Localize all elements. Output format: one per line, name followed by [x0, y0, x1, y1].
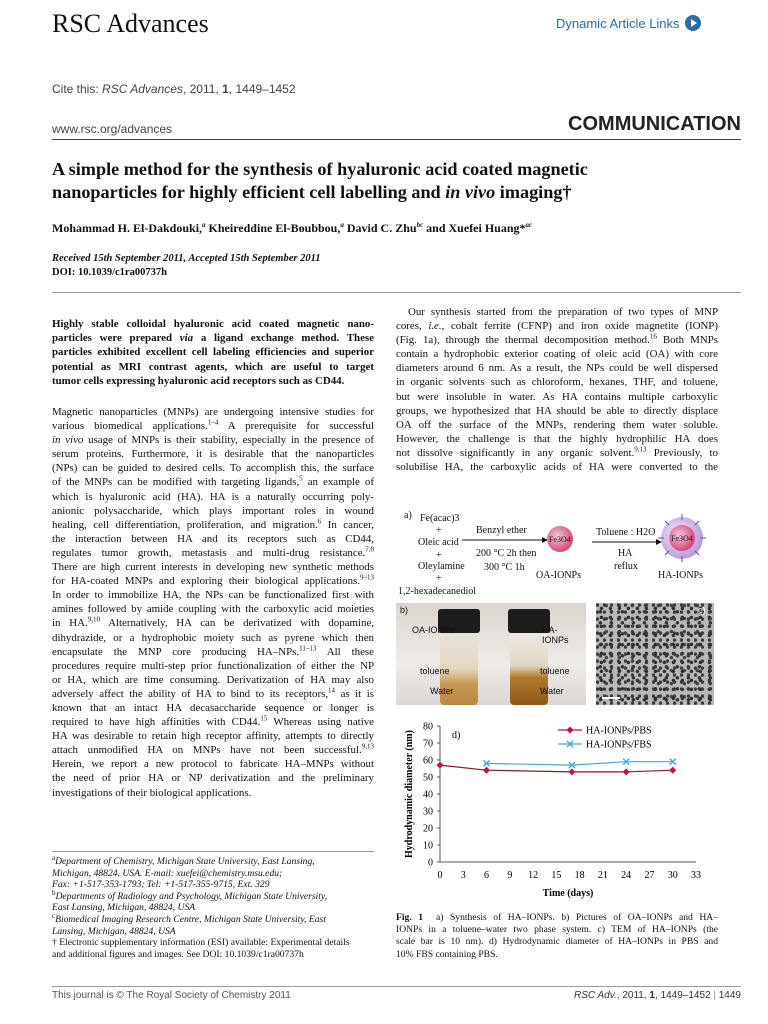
legend-label-0: HA-IONPs/PBS — [586, 725, 652, 737]
text-line: In order to immobilize HA, the NPs can be functionalized first with — [52, 589, 374, 602]
scheme-reagent-3: Oleylamine — [418, 561, 465, 572]
footnote-line: East Lansing, Michigan, 48824, USA — [52, 902, 196, 914]
scheme-panel-label: a) — [404, 510, 412, 521]
text-line: anionic polysaccharide, which plays important roles in wound — [52, 504, 374, 517]
text-line: required to have high affinities with CD44.15 Whereas using native — [52, 714, 374, 729]
text-line: cores, i.e., cobalt ferrite (CFNP) and iron oxide magnetite (IONP) — [396, 320, 718, 333]
text-line: adversely affect the ability of HA to bind to its receptors,$^{14}$ as it is — [52, 686, 374, 700]
text-line: OA off the surface of the MNPs, rendering them water soluble. — [396, 418, 718, 431]
text-line: procedures require multi-step prior functionalization of either the NP — [52, 659, 374, 672]
step1-top: Benzyl ether — [476, 525, 527, 536]
text-line: (Fig. 1a), through the thermal decomposition method.$^{16}$ Both MNPs — [396, 332, 718, 347]
text-line: contain a hydrophobic exterior coating of oleic acid (OA) with core — [396, 348, 718, 361]
x-axis-label: Time (days) — [542, 888, 594, 899]
author-name: Kheireddine El-Boubbou, — [205, 221, 341, 235]
citation-journal: RSC Advances — [102, 82, 183, 96]
y-tick-label: 30 — [423, 806, 433, 818]
step2-top: Toluene : H2O — [596, 527, 656, 538]
x-tick-label: 18 — [574, 870, 585, 881]
text-line: (NPs) can be guided to desired cells. To accomplish this, the surface — [52, 462, 374, 475]
x-tick-label: 12 — [528, 870, 539, 881]
author-list — [52, 221, 532, 236]
text-line: dihydrazide, or a hydrophobic moiety such as pyrene which then — [52, 631, 374, 644]
data-point-0-0 — [437, 762, 444, 769]
caption-line: scale bar is 10 nm). d) Hydrodynamic diameter of HA–IONPs in PBS and — [396, 936, 718, 948]
toluene-label-2: toluene — [540, 666, 570, 676]
title-line-2: nanoparticles for highly efficient cell labelling and in vivo imaging† — [52, 182, 572, 202]
header-rule — [52, 139, 741, 140]
text-line: potential as MRI contrast agents, which are useful to target — [52, 360, 374, 373]
toluene-label-1: toluene — [420, 666, 450, 676]
footnote-line: Fax: +1-517-353-1793; Tel: +1-517-355-9715, Ext. 329 — [52, 879, 270, 891]
x-tick-label: 3 — [460, 870, 466, 881]
dates-rule — [52, 292, 741, 293]
received-date: Received 15th September 2011, Accepted 15th September 2011 — [52, 253, 321, 264]
text-line: Herein, we report a new protocol to fabricate HA–MNPs without — [52, 758, 374, 771]
article-title — [52, 158, 752, 204]
text-line: or HA, which are time consuming. Derivatization of HA may also — [52, 673, 374, 686]
oa-ionp-core-label: Fe3O4 — [549, 535, 571, 544]
step2-bottom: reflux — [614, 561, 638, 572]
text-line: regulates tumor growth, metastasis and multi-drug resistance.$^{7,8}$ — [52, 545, 374, 559]
title-line-1: A simple method for the synthesis of hyaluronic acid coated magnetic — [52, 159, 588, 179]
author-affiliation: a — [340, 221, 344, 229]
x-tick-label: 24 — [621, 870, 632, 881]
text-line: of the MNPs can be modified with targeting ligands,$^5$ an example of — [52, 474, 374, 489]
footnote-line: Lansing, Michigan, 48824, USA — [52, 925, 176, 937]
footer-rule — [52, 986, 741, 987]
text-line: investigations of their biological applications. — [52, 786, 252, 799]
water-label-2: Water — [540, 686, 564, 696]
tem-scale-bar — [602, 697, 620, 699]
footnote-line: and additional figures and images. See DOI: 10.1039/c1ra00737h — [52, 948, 304, 960]
scheme-reagent-4: 1,2-hexadecanediol — [398, 586, 477, 597]
text-line: groups, we hypothesized that HA should be able to directly displace — [396, 404, 718, 417]
dynamic-article-links[interactable] — [556, 15, 701, 31]
figure-1d-chart — [396, 718, 718, 902]
citation-pages: , 1449–1452 — [228, 82, 296, 96]
vial-1-label: OA-IONPs — [412, 625, 455, 635]
ha-ionp-label: HA-IONPs — [658, 570, 703, 581]
text-line: encapsulate the MNP core producing HA–NPs.$^{11-13}$ All these — [52, 643, 374, 658]
step1-bottom-1: 200 °C 2h then — [476, 548, 537, 559]
article-dates — [52, 252, 320, 280]
play-icon[interactable] — [685, 15, 701, 31]
right-body-text — [396, 305, 718, 474]
author-affiliation: a — [202, 221, 206, 229]
text-line: HA was desirable to retain high receptor affinity, attempts to directly — [52, 730, 374, 743]
scheme-reagent-2: Oleic acid — [418, 537, 459, 548]
footnotes — [52, 853, 374, 960]
figure-1a-scheme — [396, 506, 718, 602]
y-tick-label: 80 — [423, 721, 433, 733]
series-line-1 — [487, 762, 673, 765]
text-line: which is hyaluronic acid (HA). HA is a naturally occurring poly- — [52, 490, 374, 503]
x-tick-label: 27 — [644, 870, 655, 881]
citation-prefix: Cite this: — [52, 82, 99, 96]
text-line: attach unmodified HA on MNPs have not been successful.$^{9,13}$ — [52, 742, 374, 757]
vial-2-label: HA-IONPs — [542, 625, 569, 645]
text-line: various biomedical applications.$^{1-4}$ A prerequisite for successful — [52, 418, 374, 433]
scheme-reagent-1: Fe(acac)3 — [420, 513, 460, 524]
citation-volume: 1 — [222, 82, 229, 96]
water-label-1: Water — [430, 686, 454, 696]
text-line: However, the challenge is that the highly hydrophilic HA does — [396, 432, 718, 445]
data-point-0-1 — [483, 767, 490, 774]
text-line: the need of prior HA or NP derivatization and the preliminary — [52, 772, 374, 785]
scheme-reagent-plus-1: + — [436, 525, 442, 536]
legend-label-1: HA-IONPs/FBS — [586, 739, 652, 751]
y-tick-label: 50 — [423, 772, 433, 784]
text-line: in vivo usage of MNPs is their stability, especially in the presence of — [52, 434, 374, 447]
footnote-line: † Electronic supplementary information (ESI) available: Experimental details — [52, 937, 350, 949]
footnote-rule — [52, 851, 374, 852]
journal-name: RSC Advances — [52, 9, 209, 38]
caption-label: Fig. 1 — [396, 912, 424, 923]
text-line: solubilise HA, the carboxylic acids of HA were converted to the — [396, 461, 718, 474]
ha-ionp-core-label: Fe3O4 — [671, 534, 693, 543]
x-tick-label: 9 — [507, 870, 513, 881]
x-tick-label: 15 — [551, 870, 562, 881]
footer-journal: RSC Adv. — [573, 990, 617, 1001]
text-line: in organic solvents such as chloroform, hexanes, THF, and toluene, — [396, 376, 718, 389]
footnote-line: $^a$Department of Chemistry, Michigan State University, East Lansing, — [52, 853, 315, 867]
text-line: serum proteins. Furthermore, it is desirable that the nanoparticles — [52, 448, 374, 461]
caption-line: 10% FBS containing PBS. — [396, 948, 498, 960]
series-line-0 — [440, 765, 673, 772]
text-line: amines followed by amide coupling with the carboxylic acid moieties — [52, 603, 374, 616]
doi: DOI: 10.1039/c1ra00737h — [52, 267, 167, 278]
figure-caption — [396, 912, 718, 961]
text-line: Magnetic nanoparticles (MNPs) are undergoing intensive studies for — [52, 406, 374, 418]
tem-panel-label: c) — [698, 605, 706, 615]
text-line: known that an intact HA decasaccharide sequence or longer is — [52, 701, 374, 714]
y-tick-label: 10 — [423, 840, 433, 852]
page-number: 1449 — [718, 990, 741, 1001]
citation-year: , 2011, — [182, 82, 223, 96]
y-tick-label: 20 — [423, 823, 433, 835]
caption-line: IONPs in a toluene–water two phase system. c) TEM of HA–IONPs (the — [396, 924, 718, 936]
dynamic-links-label[interactable]: Dynamic Article Links — [556, 15, 680, 31]
text-line: not dissolve significantly in any organic solvent.$^{9,13}$ Previously, to — [396, 445, 718, 459]
text-line: particles exhibited excellent cell labeling efficiencies and superior — [52, 346, 374, 359]
text-line: but were insoluble in water. As HA contains multiple carboxylic — [396, 390, 718, 403]
footer-citation: RSC Adv., 2011, 1, 1449–1452 | 1449 — [573, 990, 741, 1001]
scheme-reagent-plus-3: + — [436, 573, 442, 584]
text-line: particles were prepared via a ligand exchange method. These — [52, 332, 374, 345]
footer-copyright: This journal is © The Royal Society of Chemistry 2011 — [52, 990, 291, 1001]
text-line: the interaction between HA and its receptors such as CD44, — [52, 532, 374, 545]
oa-ionp-label: OA-IONPs — [536, 570, 581, 581]
text-line: for HA-coated MNPs and exploring their biological applications.$^{9-13}$ — [52, 573, 374, 588]
legend-marker-0 — [567, 727, 574, 734]
author-name: and Xuefei Huang* — [423, 221, 526, 235]
scheme-reagent-plus-2: + — [436, 550, 442, 561]
x-tick-label: 33 — [691, 870, 701, 881]
footnote-line: $^c$Biomedical Imaging Research Centre, Michigan State University, East — [52, 911, 326, 925]
text-line: Highly stable colloidal hyaluronic acid coated magnetic nano- — [52, 318, 374, 330]
step2-mid: HA — [618, 548, 633, 559]
text-line: tumor cells expressing hyaluronic acid receptors such as CD44. — [52, 374, 345, 387]
y-tick-label: 0 — [428, 857, 433, 869]
x-tick-label: 0 — [437, 870, 443, 881]
text-line: in HA.$^{9,10}$ Alternatively, HA can be derivatized with dopamine, — [52, 615, 374, 630]
text-line: diameters around 6 nm. As a result, the NPs could be well dispersed — [396, 362, 718, 375]
data-point-0-3 — [623, 768, 630, 775]
chart-panel-label: d) — [452, 730, 461, 741]
step1-bottom-2: 300 °C 1h — [484, 562, 525, 573]
footnote-line: $^b$Departments of Radiology and Psychology, Michigan State University, — [52, 888, 328, 902]
figure-1c-tem-image — [596, 603, 714, 705]
footnote-line: Michigan, 48824, USA. E-mail: xuefei@chemistry.msu.edu; — [52, 867, 283, 879]
article-type: COMMUNICATION — [568, 113, 741, 135]
figure-1b-photo — [396, 603, 586, 705]
photo-panel-label: b) — [400, 605, 409, 615]
journal-url-link[interactable]: www.rsc.org/advances — [52, 122, 173, 136]
left-body-text — [52, 405, 374, 800]
x-tick-label: 30 — [667, 870, 678, 881]
data-point-0-4 — [669, 767, 676, 774]
x-tick-label: 21 — [597, 870, 608, 881]
text-line: healing, cell differentiation, proliferation, and migration.$^6$ In cancer, — [52, 517, 375, 531]
caption-line: Fig. 1 a) Synthesis of HA–IONPs. b) Pictures of OA–IONPs and HA– — [396, 912, 718, 923]
data-point-0-2 — [568, 768, 575, 775]
citation-line — [52, 82, 296, 96]
author-affiliation: ac — [525, 221, 533, 229]
text-line: There are high current interests in developing new synthetic methods — [52, 561, 374, 574]
y-tick-label: 60 — [423, 755, 433, 767]
x-tick-label: 6 — [484, 870, 490, 881]
y-tick-label: 70 — [423, 738, 433, 750]
y-axis-label: Hydrodynamic diameter (nm) — [404, 730, 415, 858]
author-affiliation: bc — [416, 221, 424, 229]
y-tick-label: 40 — [423, 789, 433, 801]
author-name: David C. Zhu — [343, 221, 417, 235]
abstract — [52, 317, 374, 388]
author-name: Mohammad H. El-Dakdouki, — [52, 221, 203, 235]
text-line: Our synthesis started from the preparation of two types of MNP — [408, 306, 718, 318]
